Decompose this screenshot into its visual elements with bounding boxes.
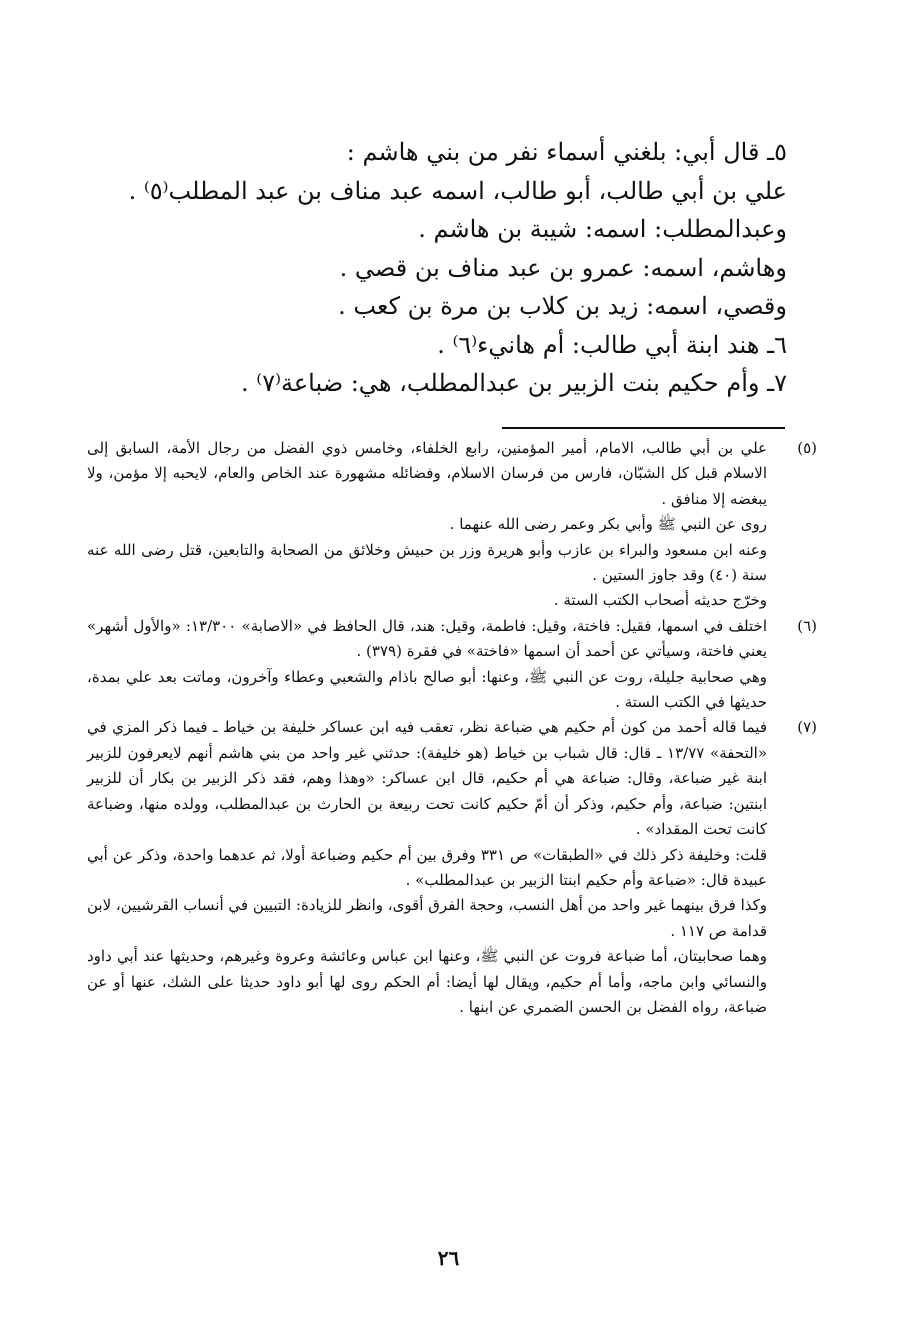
footnote-paragraph: وهما صحابيتان، أما ضباعة فروت عن النبي ﷺ، وعنها ابن عباس وعائشة وعروة وغيرهم، وحديثها عند أبي داود والنسائي وابن ماجه، وأما أم حكيم، ويقال لها أيضا: أم الحكم روى لها أبو داود حديثا على الشك، عنها أو عن ضباعة، رواه الفضل بن الحسن الضمري عن ابنها . — [87, 947, 767, 1016]
footnote-paragraph: قلت: وخليفة ذكر ذلك في «الطبقات» ص ٣٣١ وفرق بين أم حكيم وضباعة أولا، ثم عدهما واحدة، وذكر عن أبي عبيدة قال: «ضباعة وأم حكيم ابنتا الزبير بن عبدالمطلب» . — [87, 845, 767, 889]
footnote-marker: (٦) — [797, 616, 817, 635]
main-text — [128, 133, 787, 403]
footnote-paragraph: اختلف في اسمها، فقيل: فاختة، وقيل: فاطمة، وقيل: هند، قال الحافظ في «الاصابة» ١٣/٣٠٠: «والأول أشهر» يعني فاختة، وسيأتي عن أحمد أن اسمها «فاختة» في فقرة (٣٧٩) . — [87, 616, 767, 661]
footnote-paragraph: وعنه ابن مسعود والبراء بن عازب وأبو هريرة وزر بن حبيش وخلائق من الصحابة والتابعين، قتل رضى الله عنه سنة (٤٠) وقد جاوز الستين . — [87, 540, 767, 585]
footnote-7 — [87, 715, 817, 842]
main-line-1: ٥ـ قال أبي: بلغني أسماء نفر من بني هاشم : — [346, 138, 787, 166]
footnote-separator — [502, 427, 785, 429]
main-line-7: ٧ـ وأم حكيم بنت الزبير بن عبدالمطلب، هي: ضباعة⁽٧⁾ . — [241, 369, 787, 397]
footnote-marker: (٧) — [797, 718, 817, 737]
main-line-5: وقصي، اسمه: زيد بن كلاب بن مرة بن كعب . — [338, 292, 787, 320]
footnote-paragraph: وكذا فرق بينهما غير واحد من أهل النسب، وحجة الفرق أقوى، وانظر للزيادة: التبيين في أنساب القرشيين، لابن قدامة ص ١١٧ . — [87, 896, 767, 940]
footnote-paragraph: وهي صحابية جليلة، روت عن النبي ﷺ، وعنها: أبو صالح باذام والشعبي وعطاء وآخرون، وماتت بعد علي بمدة، حديثها في الكتب الستة . — [87, 667, 767, 712]
page-number: ٢٦ — [437, 1246, 460, 1270]
footnotes — [87, 436, 817, 1020]
footnote-marker: (٥) — [797, 439, 817, 457]
footnote-6 — [87, 614, 817, 665]
main-line-3: وعبدالمطلب: اسمه: شيبة بن هاشم . — [418, 215, 787, 243]
footnote-paragraph: وخرّج حديثه أصحاب الكتب الستة . — [553, 591, 767, 610]
main-line-4: وهاشم، اسمه: عمرو بن عبد مناف بن قصي . — [339, 253, 787, 282]
footnote-paragraph: روى عن النبي ﷺ وأبي بكر وعمر رضى الله عنهما . — [449, 515, 767, 534]
footnote-paragraph: علي بن أبي طالب، الامام، أمير المؤمنين، رابع الخلفاء، وخامس ذوي الفضل من رجال الأمة، السابق إلى الاسلام قبل كل الشبّان، فارس من فرسان الاسلام، وفضائله مشهورة عند الخاص والعام، لايحبه إلا مؤمن، ولا يبغضه إلا منافق . — [87, 439, 767, 508]
footnote-paragraph: فيما قاله أحمد من كون أم حكيم هي ضباعة نظر، تعقب فيه ابن عساكر خليفة بن خياط ـ فيما ذكر المزي في «التحفة» ١٣/٧٧ ـ قال: قال شباب بن خياط (هو خليفة): حدثني غير واحد من بني هاشم أنهم لايعرفون للزبير ابنة غير ضباعة، وقال: ضباعة هي أم حكيم، قال ابن عساكر: «وهذا وهم، فقد ذكر الزبير بن بكار أن للزبير ابنتين: ضباعة، وأم حكيم، وذكر أن أمّ حكيم كانت تحت ربيعة بن الحارث بن عبدالمطلب، وولده منها، وضباعة كانت تحت المقداد» . — [87, 718, 767, 839]
main-line-2: علي بن أبي طالب، أبو طالب، اسمه عبد مناف بن عبد المطلب⁽٥⁾ . — [128, 176, 787, 205]
main-line-6: ٦ـ هند ابنة أبي طالب: أم هانيء⁽٦⁾ . — [437, 330, 787, 359]
footnote-5 — [87, 436, 817, 614]
